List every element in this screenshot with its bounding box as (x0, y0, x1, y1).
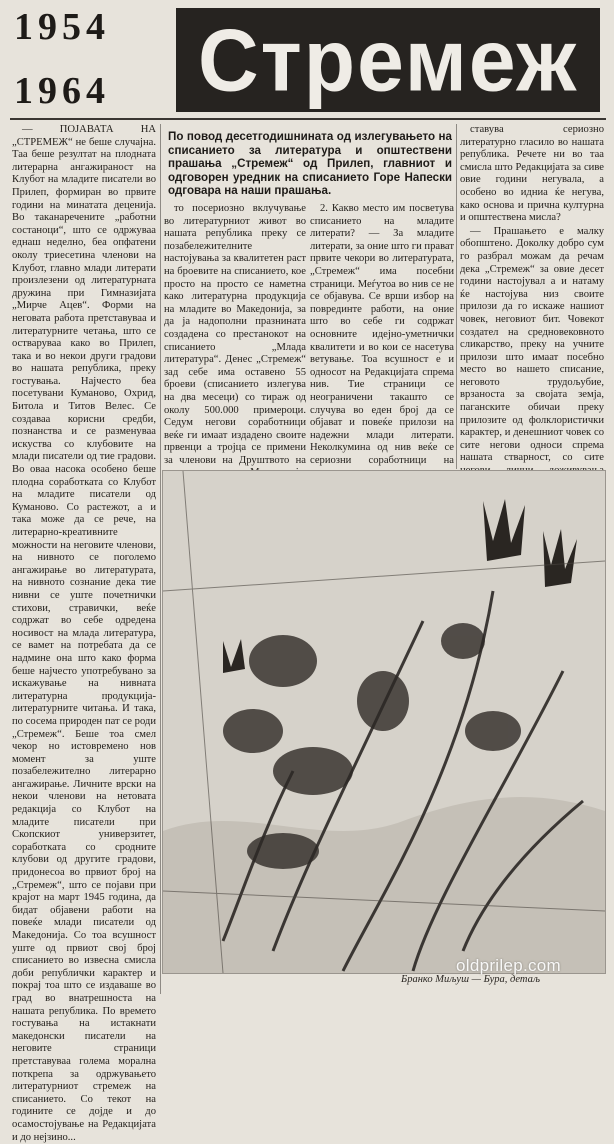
header-divider (10, 118, 606, 120)
masthead-title-block (176, 8, 600, 112)
paragraph: — Прашањето е малку обопштено. Доколку добро сум го разбрал можам да речам дека „Стремеж“ за овие десет години настојувал а и натаму ќе настојува низ своите прилози да го искаже нашиот човек, неговиот бит. Човекот создател на средновековното сликарство, преку на учните прилози што имаат посебно место во нашето списание, неговото трудољубие, врзаноста за својата земја, паганските обичаи преку прилозите од фолклористички карактер, и денешниот човек со сите негови односи спрема нашата стварност, со сите (460, 225, 604, 464)
anniversary-years (14, 6, 154, 112)
site-watermark: oldprilep.com (456, 956, 562, 975)
article-column-3 (310, 203, 454, 465)
article-column-1 (12, 124, 156, 1143)
artwork-caption: Бранко Миљуш — Бура, детаљ (401, 974, 540, 985)
paragraph: ставува сериозно литературно гласило во нашата република. Речете ни во таа смисла што Редакцијата за сиве овие години негувала, а особено во идниа ќе негува, како основа и прична културна и општествена мисла? (460, 124, 604, 224)
artwork-storm-painting (162, 470, 606, 974)
masthead-title: Стремеж (197, 10, 579, 109)
paragraph: 2. Какво место им посветува списанието на младите литерати? — За младите литерати, за оние што ги прават првите чекори во литературата, „Стремеж“ има посебни страници. Меѓутоа во нив се не се објавува. Се врши избор на поврединте работи, на оние што во себе ги содржат основните идејно-уметнички квалитети и во кои се насетува ветување. Тоа всушност е и односот на Редакцијата спрема нив. Тие страници се неограничени такашто се случува во еден број да се објават и повеќе прилози на надежни млади литерати. Неколкумина од нив веќе се сериозни соработници на (310, 203, 454, 466)
paragraph: то посериозно вклучување во литературниот живот во нашата република преку се позабележителните настојувања за квалитетен раст на броевите на списанието, кое просто на просто се наметна како литературна продукција на младите во Македонија, за да ја надополни празнината создадена со престанокот на списанието „Млада литература“. Денес „Стремеж“ зад себе има оставено 55 броеви (списанието излегува на два месеци) со тираж од околу 500.000 примероци. Седум негови соработници веќе ги имаат издадено своите првенци а тројца се примени за членови на Друштвото на (164, 203, 306, 466)
column-divider (160, 124, 161, 994)
year-end: 1964 (14, 70, 110, 112)
article-lede: По повод десетгодишнината од излегувањето на списанието за литература и општествени прашања „Стремеж“ од Прилеп, главниот и одговорен уредник на списанието Горе Напески одговара на наши прашања. (168, 130, 452, 198)
year-start: 1954 (14, 6, 110, 48)
paragraph: — ПОЈАВАТА НА „СТРЕМЕЖ“ не беше случајна. Таа беше резултат на плодната литерарна ангажираност на Клубот на младите писатели во Прилеп, формиран во првите години на минатата деценија. Во таканаречените „работни состаноци“, што се одржуваа еднаш неделно, беа опфатени околу триесетина членови на Клубот, главно млади литерати произлезени од литературната дружина при Гимназијата „Мирче Ацев“. Форми на неговата работа претставуваа и литературните четања, што се остваруваа како во Прилеп, така и во некои други градови во нашата република, преку гостувања. Најчесто беа посетувани Куманово, Охрид, Битола и Титов Велес. Се создаваа корисни средби, познанства и се разменуваа искуства со клубовите на млади писатели од тие градови. Во оваа насока особено беше плодна соработката со Клубот на младите писатели од Куманово. Со растежот, а и така може да се рече, на литерарно-креативните можности на неговите членови, на нивното се поголемо ангажирање во литературата, на нивното сознание дека тие нивни се уште почетнички стихови, стравички, веќе содржат во себе одредена носивост на млада литература, се вамет на потребата да се надмине она што како форма беше најчесто употребувано за искажување на нивната литературна продукција-литературните читања. И така, по сосема природен пат се роди „Стремеж“. Беше тоа смел чекор но истовремено нов момент за уште позабележително литерарно ангажирање. Личните врски на некои членови на нетовата редакција со Клубот на младите писатели при Скопскиот универзитет, соработката со сродните клубови од другите градови, придонесоа во првиот број на „Стремеж“, што се појави при крајот на март 1945 година, да бидат објавени работи на повеќе млади писатели од Македонија. Со тоа всушност уште од првиот свој број списанието во извесна смисла доби републички карактер и покрај тоа што се издаваше во град во внатрешноста на нашата република. По времето гостувања на истакнати македонски писатели на неговите страници претставуваа голема морална поткрепа за одржувањето литературниот стремеж на списанието. Со текот на годините се дојде и до осамостојување на Редакцијата и до нејзино... (12, 124, 156, 1143)
article-column-4 (460, 124, 604, 469)
artwork-illustration (163, 471, 605, 973)
column-divider (456, 124, 457, 469)
article-column-2 (164, 203, 306, 465)
